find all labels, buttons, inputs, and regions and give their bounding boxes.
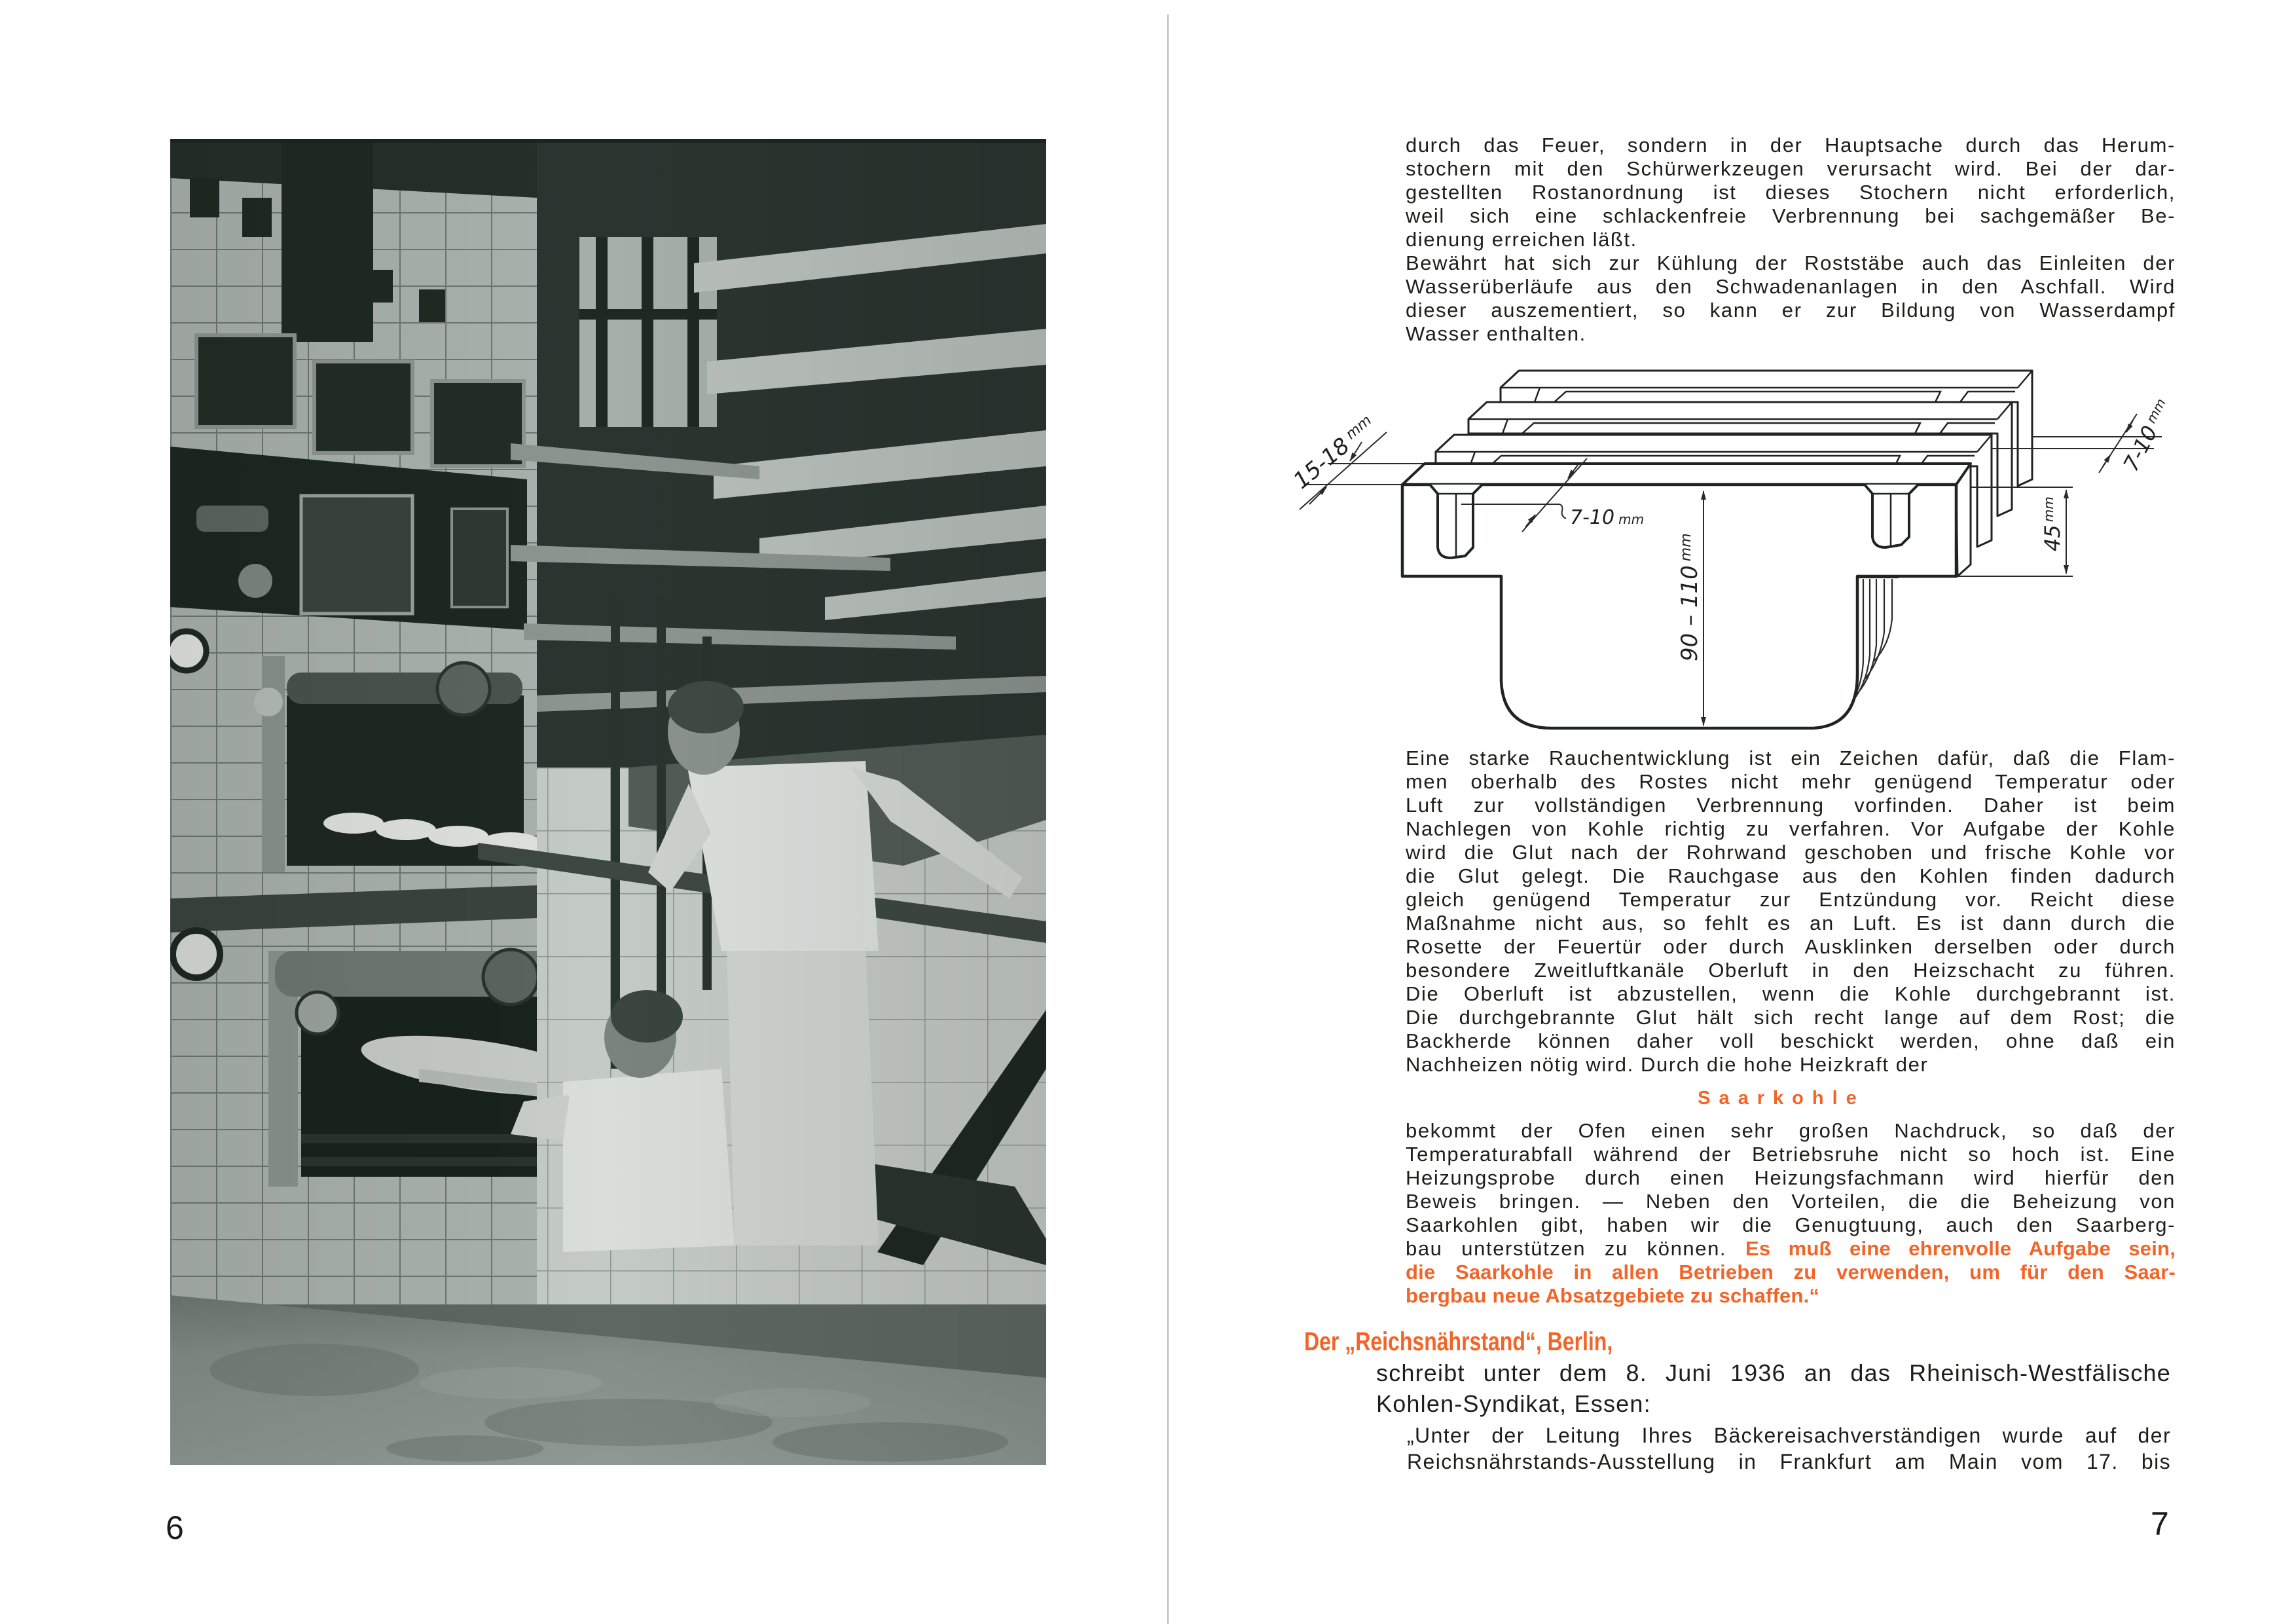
text-line: Bewährt hat sich zur Kühlung der Roststäbe auch das Einleiten der (1406, 251, 2176, 274)
text-line: Nachheizen nötig wird. Durch die hohe Heizkraft der (1406, 1053, 1929, 1076)
text-line: Die Oberluft ist abzustellen, wenn die Kohle durchgebrannt ist. (1406, 982, 2176, 1005)
emphasis-line: bergbau neue Absatzgebiete zu schaffen.“ (1406, 1284, 1820, 1307)
text-line: bekommt der Ofen einen sehr großen Nachdruck, so daß der (1406, 1119, 2176, 1142)
text-line: men oberhalb des Rostes nicht mehr genügend Temperatur oder (1406, 770, 2176, 793)
highlight-heading: Saarkohle (1698, 1088, 1865, 1109)
text-line: Die durchgebrannte Glut hält sich recht lange auf dem Rost; die (1406, 1006, 2176, 1029)
dim-label-slot: 7-10 mm (1570, 506, 1645, 529)
text-line: durch das Feuer, sondern in der Hauptsache durch das Herum- (1406, 134, 2176, 157)
text-line: Saarkohlen gibt, haben wir die Genugtuung, auch den Saarberg- (1406, 1213, 2176, 1236)
paragraph-saarkohle (1406, 1119, 2176, 1308)
text-line: weil sich eine schlackenfreie Verbrennung bei sachgemäßer Be- (1406, 204, 2176, 227)
text-line: Kohlen-Syndikat, Essen: (1376, 1390, 1651, 1417)
page-number: 6 (166, 1509, 184, 1546)
text-line: Heizungsprobe durch einen Heizungsfachmann wird hierfür den (1406, 1166, 2176, 1189)
text-line: Beweis bringen. — Neben den Vorteilen, die die Beheizung von (1406, 1190, 2176, 1213)
paragraph-smoke-and-air (1406, 747, 2176, 1077)
section-heading: Der „Reichsnährstand“, Berlin, (1304, 1327, 1613, 1356)
dim-label-90-110: $90 - 110^{mm}$ (1677, 533, 1703, 661)
bakery-oven-photo (170, 139, 1046, 1465)
dim-label-15-18: $15-18^{mm}$ (1288, 412, 1376, 494)
text-line: Temperaturabfall während der Betriebsruhe nicht so hoch ist. Eine (1406, 1143, 2176, 1166)
text-line: gleich genügend Temperatur zur Entzündung vor. Reicht diese (1406, 888, 2176, 911)
text-line: Backherde können daher voll beschickt werden, ohne daß ein (1406, 1029, 2176, 1052)
text-line: Rosette der Feuertür oder durch Ausklinken derselben oder durch (1406, 935, 2176, 958)
text-line: die Glut gelegt. Die Rauchgase aus den Kohlen finden dadurch (1406, 864, 2176, 887)
text-line: Nachlegen von Kohle richtig zu verfahren. Vor Aufgabe der Kohle (1406, 817, 2176, 840)
text-line: stochern mit den Schürwerkzeugen verursacht wird. Bei der dar- (1406, 157, 2176, 180)
text-line: Wasser enthalten. (1406, 322, 1586, 345)
paragraph-cleaning-and-cooling (1406, 134, 2176, 346)
emphasis-text: Es muß eine ehrenvolle Aufgabe sein, (1745, 1237, 2176, 1260)
spine-fold (1167, 14, 1169, 1624)
text-line: Luft zur vollständigen Verbrennung vorfinden. Daher ist beim (1406, 794, 2176, 817)
text-line: wird die Glut nach der Rohrwand geschoben und frische Kohle vor (1406, 841, 2176, 864)
text-line: dienung erreichen läßt. (1406, 228, 1637, 251)
text-line: Reichsnährstands-Ausstellung in Frankfurt am Main vom 17. bis (1407, 1450, 2171, 1473)
grate-bar-diagram (1244, 341, 2226, 760)
dim-label-45: $45^{mm}$ (2040, 496, 2065, 551)
text-line: Maßnahme nicht aus, so fehlt es an Luft. Es ist dann durch die (1406, 912, 2176, 934)
text-line: Eine starke Rauchentwicklung ist ein Zeichen dafür, daß die Flam- (1406, 747, 2176, 769)
section-intro (1376, 1357, 2171, 1419)
letter-quote (1407, 1422, 2171, 1475)
page-number: 7 (2151, 1505, 2169, 1542)
emphasis-line: die Saarkohle in allen Betrieben zu verwenden, um für den Saar- (1406, 1261, 2176, 1283)
text-line: besondere Zweitluftkanäle Oberluft in den Heizschacht zu führen. (1406, 959, 2176, 982)
text-line: gestellten Rostanordnung ist dieses Stochern nicht erforderlich, (1406, 181, 2176, 204)
text-line: schreibt unter dem 8. Juni 1936 an das Rheinisch-Westfälische (1376, 1359, 2171, 1386)
text-run: bau unterstützen zu können. (1406, 1237, 1745, 1260)
text-line-mixed (1406, 1237, 2176, 1261)
dim-label-top-right: $7-10^{mm}$ (2118, 396, 2169, 475)
text-line: Wasserüberläufe aus den Schwadenanlagen in den Aschfall. Wird (1406, 275, 2176, 298)
text-line: dieser auszementiert, so kann er zur Bildung von Wasserdampf (1406, 299, 2176, 322)
text-line: „Unter der Leitung Ihres Bäckereisachverständigen wurde auf der (1407, 1424, 2171, 1447)
